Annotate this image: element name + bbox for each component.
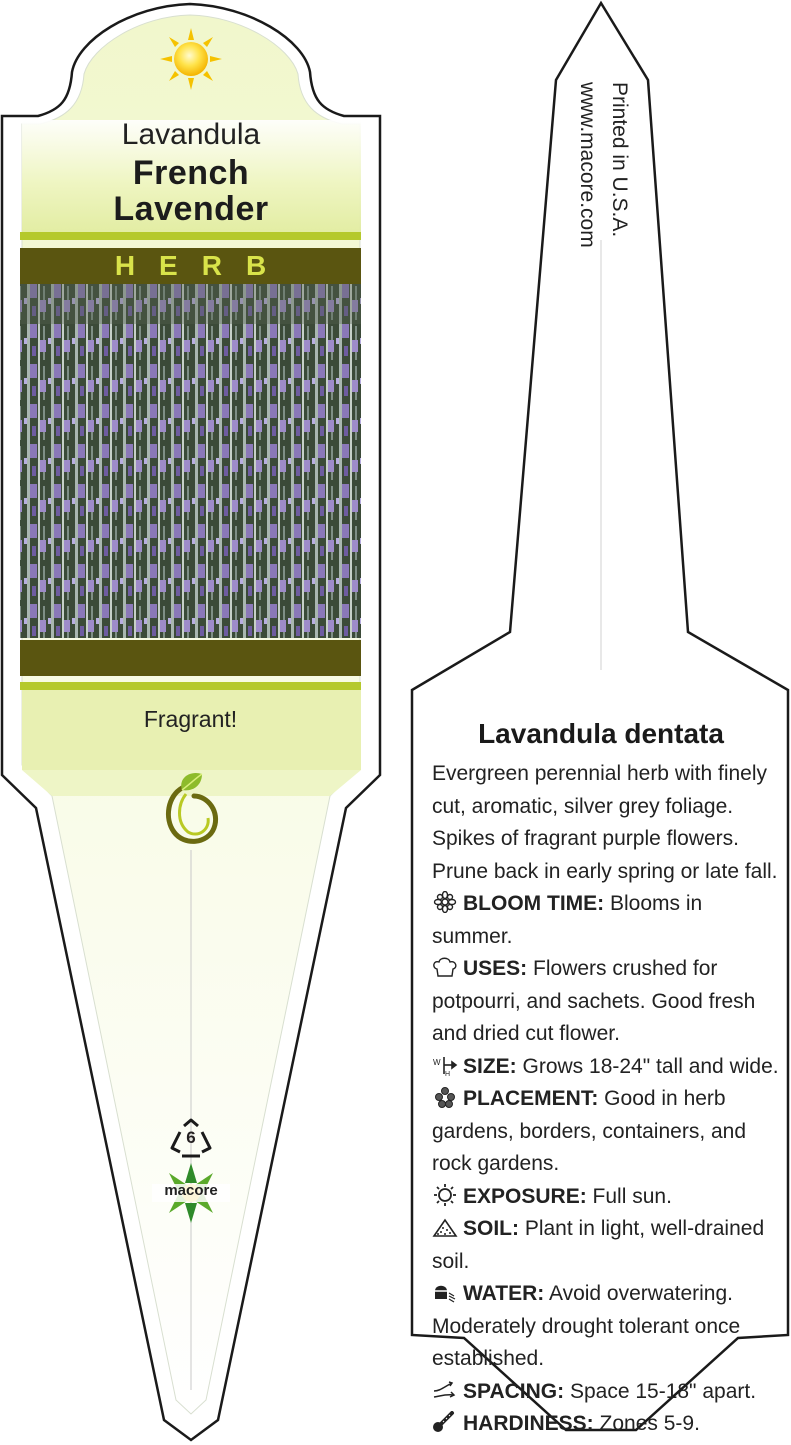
tagline: Fragrant! bbox=[143, 706, 238, 732]
attr-text: Grows 18-24" tall and wide. bbox=[516, 1054, 779, 1078]
attr-uses bbox=[432, 953, 784, 1051]
leaf-swirl-icon bbox=[160, 770, 220, 850]
svg-text:H: H bbox=[445, 1070, 451, 1076]
attr-label: SPACING: bbox=[463, 1379, 565, 1403]
chef-hat-icon bbox=[432, 956, 458, 978]
sun-icon bbox=[160, 28, 222, 90]
attr-text: Plant in light, well-drained soil. bbox=[432, 1217, 765, 1273]
website: www.macore.com bbox=[576, 82, 599, 248]
attr-soil bbox=[432, 1213, 784, 1278]
attr-text: Full sun. bbox=[586, 1184, 672, 1208]
common-name-line1: French bbox=[132, 154, 250, 192]
attr-exposure bbox=[432, 1181, 784, 1214]
attr-text: Avoid overwatering. Moderately drought tolerant once established. bbox=[432, 1282, 741, 1370]
recycle-code: 6 bbox=[186, 1128, 196, 1147]
attr-label: BLOOM TIME: bbox=[463, 892, 605, 915]
attr-label: WATER: bbox=[463, 1282, 545, 1305]
attr-placement bbox=[432, 1083, 784, 1181]
size-icon bbox=[432, 1054, 458, 1076]
common-name bbox=[20, 155, 362, 227]
bottom-accent-line bbox=[20, 682, 361, 690]
attr-water bbox=[432, 1278, 784, 1376]
attr-text: Flowers crushed for potpourri, and sachets. Good fresh and dried cut flower. bbox=[432, 957, 756, 1045]
lavender-photo bbox=[20, 284, 361, 638]
description: Evergreen perennial herb with finely cut, aromatic, silver grey foliage. Spikes of fragrant purple flowers. Prune back in early spring or late fall. bbox=[432, 762, 778, 883]
attr-text: Space 15-18" apart. bbox=[564, 1379, 757, 1403]
brand-name: macore bbox=[164, 1182, 218, 1199]
attr-text: Good in herb gardens, borders, containers, and rock gardens. bbox=[432, 1087, 747, 1175]
attr-label: HARDINESS: bbox=[463, 1412, 594, 1435]
attr-text: Zones 5-9. bbox=[593, 1412, 700, 1435]
thermometer-icon bbox=[432, 1411, 458, 1433]
attr-spacing bbox=[432, 1376, 784, 1409]
flower-icon bbox=[432, 891, 458, 913]
attr-label: USES: bbox=[463, 957, 528, 980]
attr-label: PLACEMENT: bbox=[463, 1087, 599, 1110]
category-label: HERB bbox=[114, 250, 291, 281]
attr-size bbox=[432, 1051, 784, 1084]
watering-can-icon bbox=[432, 1281, 458, 1303]
attr-label: SOIL: bbox=[463, 1217, 519, 1240]
attr-label: SIZE: bbox=[463, 1054, 517, 1078]
printed-in: Printed in U.S.A. bbox=[608, 82, 631, 238]
attr-hardiness bbox=[432, 1408, 784, 1441]
placement-icon bbox=[432, 1086, 458, 1108]
scientific-name: Lavandula dentata bbox=[478, 718, 724, 749]
svg-text:W: W bbox=[433, 1057, 441, 1067]
spacing-icon bbox=[432, 1379, 458, 1401]
genus-name: Lavandula bbox=[121, 118, 261, 151]
attr-label: EXPOSURE: bbox=[463, 1184, 587, 1208]
sun-outline-icon bbox=[432, 1184, 458, 1206]
attr-bloom-time bbox=[432, 888, 784, 953]
top-accent-line bbox=[20, 232, 361, 240]
soil-icon bbox=[432, 1216, 458, 1238]
bottom-band bbox=[20, 640, 361, 676]
common-name-line2: Lavender bbox=[113, 190, 269, 228]
attr-text: Blooms in summer. bbox=[432, 892, 703, 948]
print-info bbox=[575, 82, 635, 482]
care-instructions bbox=[432, 758, 784, 1441]
